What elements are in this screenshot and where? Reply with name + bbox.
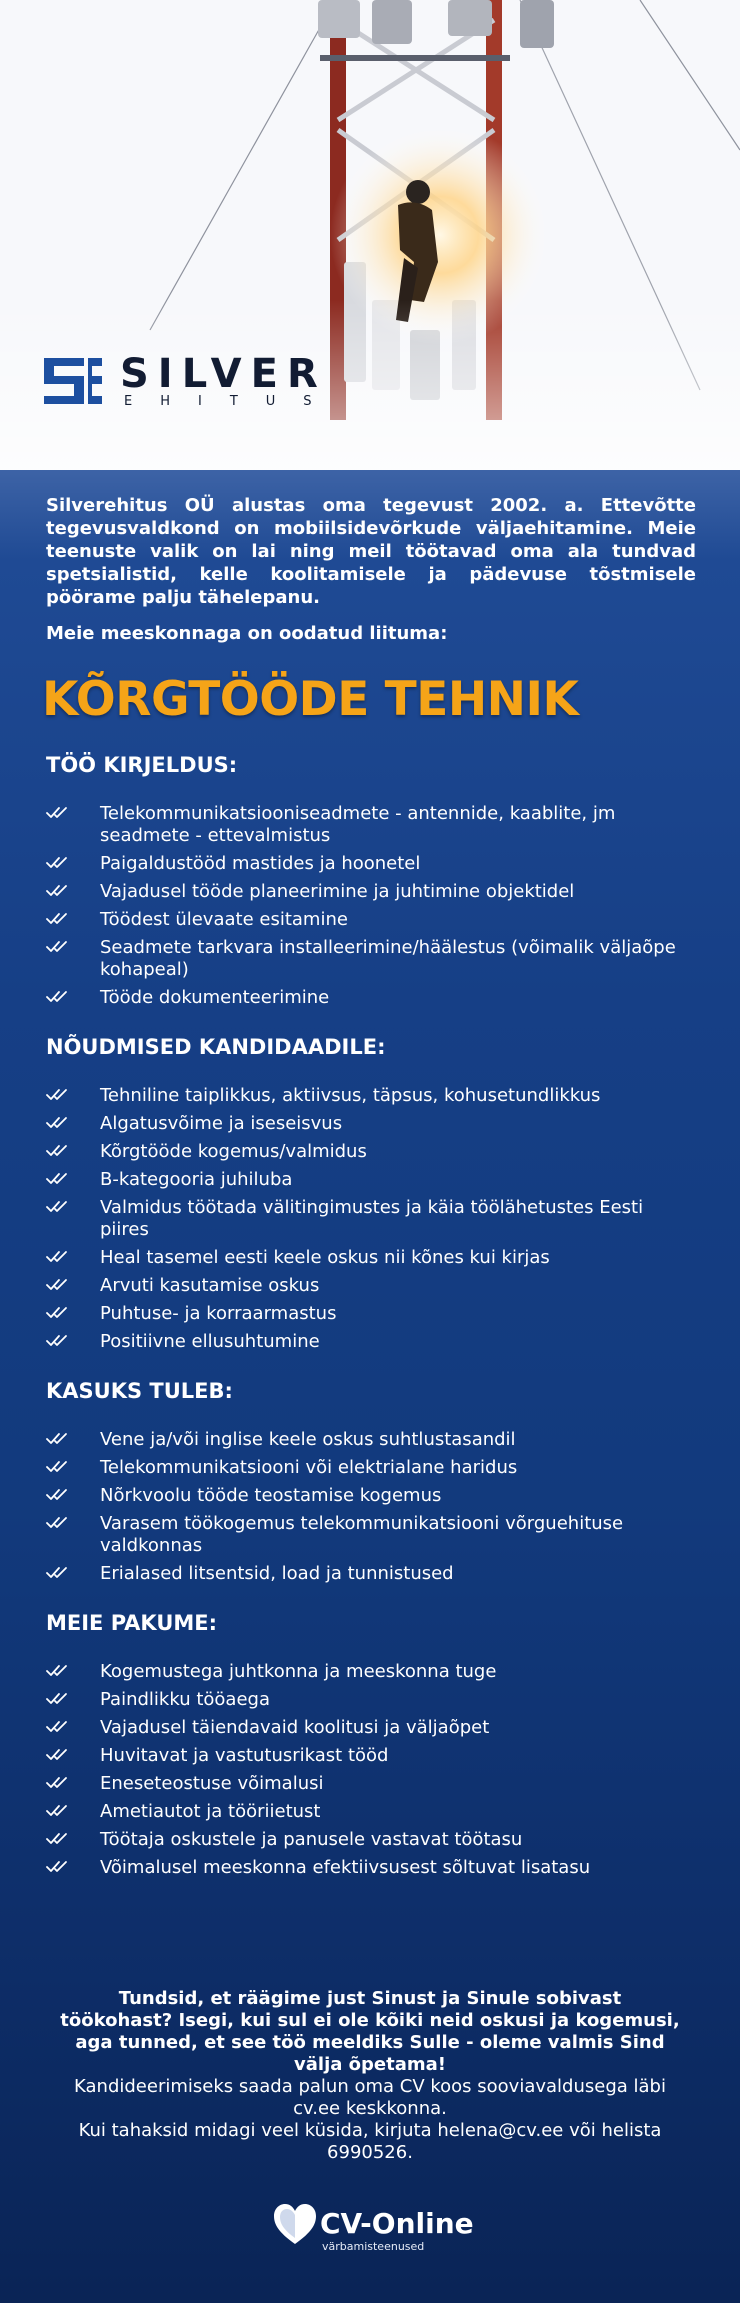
cv-online-logo (272, 2202, 492, 2254)
list-item (46, 1689, 696, 1711)
double-check-icon (46, 1460, 70, 1474)
list-item-text: Varasem töökogemus telekommunikatsiooni võrguehituse valdkonnas (100, 1513, 624, 1556)
list-item-text: Algatusvõime ja iseseisvus (100, 1113, 343, 1134)
company-intro: Silverehitus OÜ alustas oma tegevust 2002. a. Ettevõtte tegevusvaldkond on mobiilsidevõrkude väljaehitamine. Meie teenuste valik on lai ning meil töötavad oma ala tundvad spetsialistid, kelle koolitamisele ja pädevuse tõstmisele pöörame palju tähelepanu. (46, 495, 696, 608)
section-list (46, 803, 696, 1009)
list-item (46, 853, 696, 875)
list-item (46, 1197, 696, 1241)
list-item (46, 1169, 696, 1191)
list-item (46, 1429, 696, 1451)
double-check-icon (46, 1664, 70, 1678)
double-check-icon (46, 1692, 70, 1706)
list-item-text: Huvitavat ja vastutusrikast tööd (100, 1745, 389, 1766)
double-check-icon (46, 990, 70, 1004)
list-item-text: Valmidus töötada välitingimustes ja käia töölähetustes Eesti piires (100, 1197, 644, 1240)
section-list (46, 1429, 696, 1585)
list-item-text: Kogemustega juhtkonna ja meeskonna tuge (100, 1661, 497, 1682)
list-item (46, 1303, 696, 1325)
list-item-text: Erialased litsentsid, load ja tunnistused (100, 1563, 454, 1584)
list-item-text: Paindlikku tööaega (100, 1689, 270, 1710)
section-3 (46, 1609, 696, 1879)
logo-subtitle: EHITUS (124, 394, 340, 409)
silver-ehitus-logo (44, 352, 344, 412)
list-item (46, 1563, 696, 1585)
list-item (46, 987, 696, 1009)
list-item (46, 1801, 696, 1823)
list-item (46, 1331, 696, 1353)
section-heading: NÕUDMISED KANDIDAADILE: (46, 1035, 386, 1059)
list-item (46, 909, 696, 931)
closing-text (60, 1988, 680, 2164)
list-item (46, 1513, 696, 1557)
double-check-icon (46, 1488, 70, 1502)
double-check-icon (46, 1306, 70, 1320)
list-item-text: Arvuti kasutamise oskus (100, 1275, 320, 1296)
double-check-icon (46, 1432, 70, 1446)
list-item-text: Heal tasemel eesti keele oskus nii kõnes kui kirjas (100, 1247, 550, 1268)
list-item-text: Tehniline taiplikkus, aktiivsus, täpsus, kohusetundlikkus (100, 1085, 601, 1106)
list-item-text: Positiivne ellusuhtumine (100, 1331, 320, 1352)
list-item (46, 1247, 696, 1269)
list-item-text: Vajadusel täiendavaid koolitusi ja väljaõpet (100, 1717, 490, 1738)
double-check-icon (46, 1776, 70, 1790)
list-item-text: Seadmete tarkvara installeerimine/häälestus (võimalik väljaõpe kohapeal) (100, 937, 676, 980)
logo-wordmark: SILVER (120, 351, 327, 397)
list-item-text: B-kategooria juhiluba (100, 1169, 293, 1190)
list-item-text: Vene ja/või inglise keele oskus suhtlustasandil (100, 1429, 516, 1450)
list-item-text: Paigaldustööd mastides ja hoonetel (100, 853, 421, 874)
contact-info: Kui tahaksid midagi veel küsida, kirjuta helena@cv.ee või helista 6990526. (78, 2120, 662, 2163)
list-item (46, 1773, 696, 1795)
section-list (46, 1661, 696, 1879)
hero-photo (0, 0, 740, 470)
double-check-icon (46, 912, 70, 926)
double-check-icon (46, 1116, 70, 1130)
list-item (46, 1717, 696, 1739)
list-item (46, 1829, 696, 1851)
section-heading: TÖÖ KIRJELDUS: (46, 753, 238, 777)
job-title: KÕRGTÖÖDE TEHNIK (42, 672, 579, 727)
job-sections (46, 751, 696, 1879)
section-list (46, 1085, 696, 1353)
double-check-icon (46, 856, 70, 870)
list-item-text: Tööde dokumenteerimine (100, 987, 330, 1008)
section-0 (46, 751, 696, 1009)
double-check-icon (46, 1748, 70, 1762)
cv-online-name: CV-Online (320, 2207, 474, 2240)
heart-icon (272, 2202, 318, 2248)
section-2 (46, 1377, 696, 1585)
double-check-icon (46, 1516, 70, 1530)
double-check-icon (46, 1172, 70, 1186)
list-item-text: Eneseteostuse võimalusi (100, 1773, 324, 1794)
double-check-icon (46, 1200, 70, 1214)
list-item-text: Töötaja oskustele ja panusele vastavat töötasu (100, 1829, 523, 1850)
list-item (46, 937, 696, 981)
list-item-text: Nõrkvoolu tööde teostamise kogemus (100, 1485, 442, 1506)
list-item-text: Töödest ülevaate esitamine (100, 909, 348, 930)
double-check-icon (46, 806, 70, 820)
list-item (46, 1661, 696, 1683)
apply-instructions: Kandideerimiseks saada palun oma CV koos sooviavaldusega läbi cv.ee keskkonna. (74, 2076, 666, 2119)
list-item (46, 1113, 696, 1135)
double-check-icon (46, 884, 70, 898)
invite-lead: Meie meeskonnaga on oodatud liituma: (46, 623, 448, 644)
list-item (46, 1085, 696, 1107)
list-item (46, 1485, 696, 1507)
list-item (46, 803, 696, 847)
list-item-text: Vajadusel tööde planeerimine ja juhtimine objektidel (100, 881, 575, 902)
list-item (46, 1275, 696, 1297)
double-check-icon (46, 1832, 70, 1846)
main-content (42, 494, 696, 1885)
list-item (46, 1857, 696, 1879)
list-item (46, 1141, 696, 1163)
section-heading: MEIE PAKUME: (46, 1611, 218, 1635)
double-check-icon (46, 1860, 70, 1874)
section-heading: KASUKS TULEB: (46, 1379, 233, 1403)
double-check-icon (46, 1250, 70, 1264)
double-check-icon (46, 1804, 70, 1818)
list-item (46, 1457, 696, 1479)
cv-online-tagline: värbamisteenused (322, 2240, 425, 2253)
encouragement-text: Tundsid, et räägime just Sinust ja Sinule sobivast töökohast? Isegi, kui sul ei ole kõiki neid oskusi ja kogemusi, aga tunned, et see töö meeldiks Sulle - oleme valmis Sind välja õpetama! (60, 1988, 680, 2075)
list-item-text: Ametiautot ja tööriietust (100, 1801, 321, 1822)
list-item (46, 1745, 696, 1767)
silver-logo-mark-icon (44, 354, 102, 406)
list-item-text: Telekommunikatsiooni või elektrialane haridus (100, 1457, 518, 1478)
double-check-icon (46, 1566, 70, 1580)
list-item-text: Võimalusel meeskonna efektiivsusest sõltuvat lisatasu (100, 1857, 591, 1878)
list-item-text: Telekommunikatsiooniseadmete - antennide, kaablite, jm seadmete - ettevalmistus (100, 803, 616, 846)
list-item (46, 881, 696, 903)
double-check-icon (46, 940, 70, 954)
double-check-icon (46, 1278, 70, 1292)
section-1 (46, 1033, 696, 1353)
list-item-text: Kõrgtööde kogemus/valmidus (100, 1141, 367, 1162)
double-check-icon (46, 1088, 70, 1102)
double-check-icon (46, 1144, 70, 1158)
double-check-icon (46, 1334, 70, 1348)
double-check-icon (46, 1720, 70, 1734)
list-item-text: Puhtuse- ja korraarmastus (100, 1303, 337, 1324)
